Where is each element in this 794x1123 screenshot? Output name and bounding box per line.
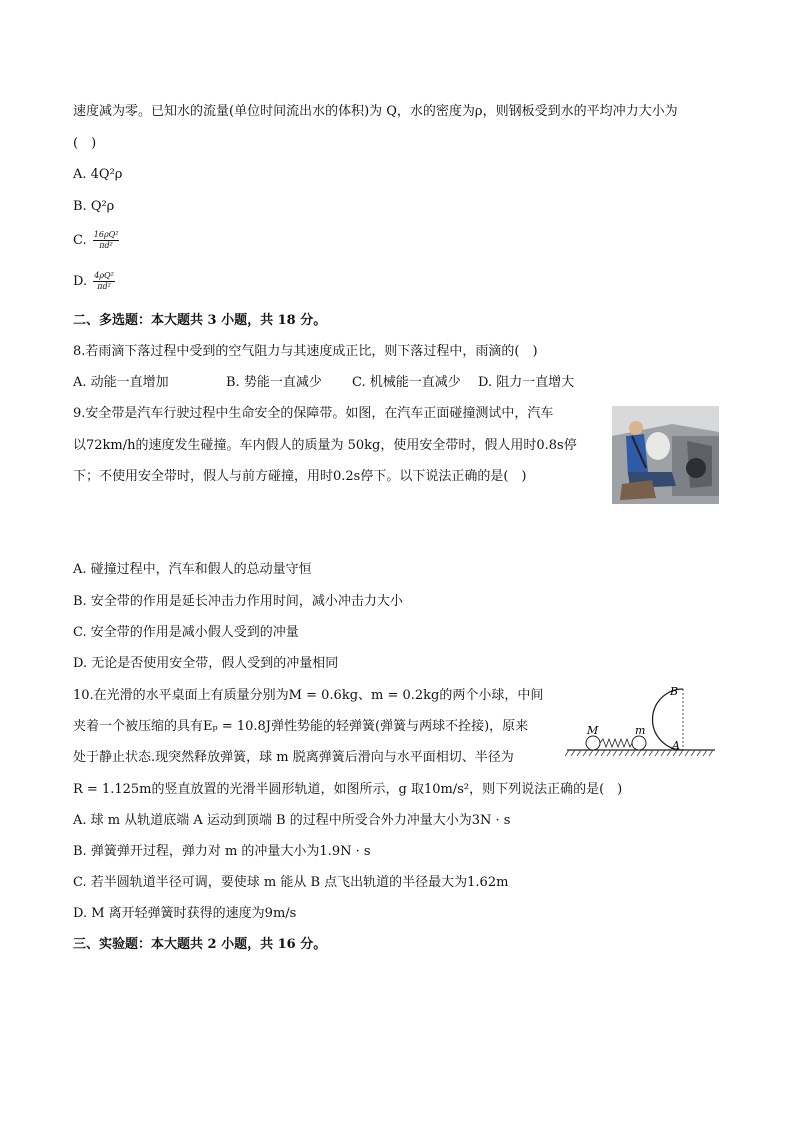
q7-option-d-label: D.: [73, 274, 88, 289]
q9-option-d: D. 无论是否使用安全带，假人受到的冲量相同: [73, 656, 339, 671]
q8-option-d: D. 阻力一直增大: [478, 375, 575, 390]
label-b: B: [670, 685, 679, 698]
q7-option-c-label: C.: [73, 233, 87, 248]
q9-line-3: 下；不使用安全带时，假人与前方碰撞，用时0.2s停下。以下说法正确的是( ): [73, 469, 527, 484]
q7-option-c-denominator: πd²: [99, 241, 113, 250]
label-a: A: [672, 739, 680, 752]
q7-option-b: B. Q²ρ: [73, 199, 115, 214]
q9-option-a: A. 碰撞过程中，汽车和假人的总动量守恒: [73, 562, 312, 577]
section-3-heading: 三、实验题：本大题共 2 小题，共 16 分。: [73, 937, 327, 952]
label-small-m: m: [635, 724, 646, 737]
q7-option-d-numerator: 4ρQ²: [94, 271, 114, 280]
q10-line-1: 10.在光滑的水平桌面上有质量分别为M = 0.6kg、m = 0.2kg的两个小球，中间: [73, 688, 544, 703]
q9-line-2: 以72km/h的速度发生碰撞。车内假人的质量为 50kg，使用安全带时，假人用时0.8s停: [73, 438, 577, 453]
q9-line-1: 9.安全带是汽车行驶过程中生命安全的保障带。如图，在汽车正面碰撞测试中，汽车: [73, 406, 554, 421]
q7-option-c-numerator: 16ρQ²: [93, 230, 119, 239]
q9-option-c: C. 安全带的作用是减小假人受到的冲量: [73, 625, 299, 640]
q10-line-4: R = 1.125m的竖直放置的光滑半圆形轨道，如图所示，g 取10m/s²，则下列说法正确的是( ): [73, 782, 623, 797]
q9-option-b: B. 安全带的作用是延长冲击力作用时间，减小冲击力大小: [73, 594, 403, 609]
q10-option-b: B. 弹簧弹开过程，弹力对 m 的冲量大小为1.9N · s: [73, 844, 371, 859]
q8-option-a: A. 动能一直增加: [73, 375, 169, 390]
q8-stem: 8.若雨滴下落过程中受到的空气阻力与其速度成正比，则下落过程中，雨滴的( ): [73, 344, 538, 359]
q7-option-d-denominator: πd²: [97, 282, 111, 291]
q10-line-3: 处于静止状态.现突然释放弹簧，球 m 脱离弹簧后滑向与水平面相切、半径为: [73, 750, 514, 765]
q7-option-c: [73, 230, 119, 251]
q7-option-d-fraction: [93, 271, 115, 292]
q8-options: [73, 374, 574, 392]
q8-option-c: C. 机械能一直减少: [352, 375, 461, 390]
q10-option-c: C. 若半圆轨道半径可调，要使球 m 能从 B 点飞出轨道的半径最大为1.62m: [73, 875, 509, 890]
label-big-m: M: [587, 724, 599, 737]
q7-option-d: [73, 271, 115, 292]
spring-track-diagram: [565, 683, 723, 763]
q7-paren: ( ): [73, 136, 97, 151]
q10-option-a: A. 球 m 从轨道底端 A 运动到顶端 B 的过程中所受合外力冲量大小为3N · s: [73, 813, 511, 828]
section-2-heading: 二、多选题：本大题共 3 小题，共 18 分。: [73, 313, 327, 328]
q7-option-a: A. 4Q²ρ: [73, 167, 123, 182]
q7-intro: 速度减为零。已知水的流量(单位时间流出水的体积)为 Q，水的密度为ρ，则钢板受到水的平均冲力大小为: [73, 104, 678, 119]
q7-option-c-fraction: [93, 230, 120, 251]
crash-test-photo: [612, 406, 719, 504]
q10-line-2: 夹着一个被压缩的具有Eₚ = 10.8J弹性势能的轻弹簧(弹簧与两球不拴接)，原来: [73, 719, 529, 734]
q10-option-d: D. M 离开轻弹簧时获得的速度为9m/s: [73, 906, 297, 921]
q8-option-b: B. 势能一直减少: [226, 375, 322, 390]
